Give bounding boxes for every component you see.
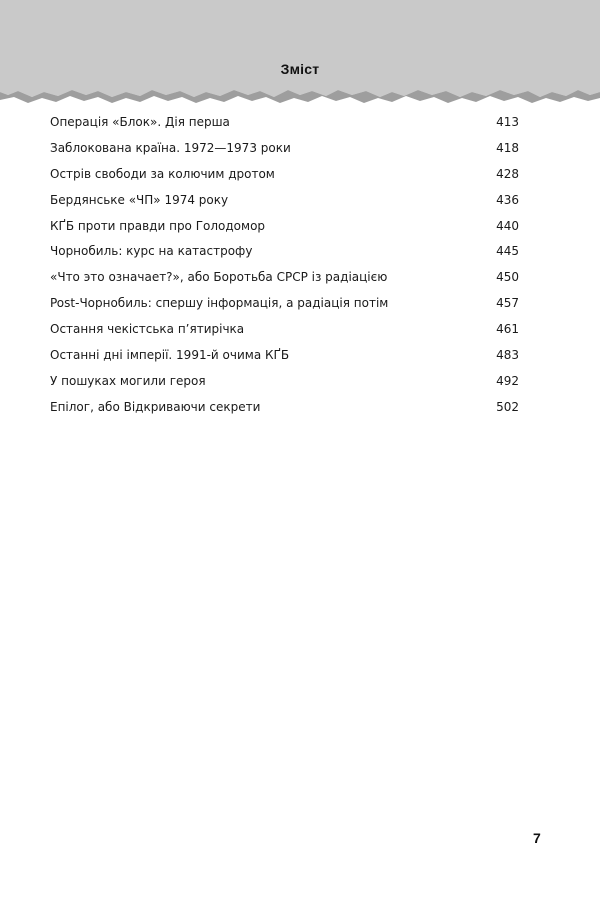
toc-entry-page: 492 [496, 373, 519, 388]
toc-entry-page: 450 [496, 270, 519, 285]
toc-entry[interactable] [50, 291, 519, 317]
toc-entry-title: Останні дні імперії. 1991-й очима КҐБ [50, 348, 290, 363]
toc-entry[interactable] [50, 110, 519, 136]
toc-entry-title: Заблокована країна. 1972—1973 роки [50, 140, 291, 155]
toc-entry-title: КҐБ проти правди про Голодомор [50, 218, 266, 233]
toc-entry-title: Остання чекістська п’ятирічка [50, 322, 245, 337]
toc-entry[interactable] [50, 239, 519, 265]
header-band [0, 0, 600, 110]
toc-entry[interactable] [50, 317, 519, 343]
toc-entry[interactable] [50, 265, 519, 291]
toc-entry-page: 428 [496, 166, 519, 181]
toc-entry[interactable] [50, 343, 519, 369]
toc-entry[interactable] [50, 214, 519, 240]
torn-paper-header-graphic [0, 0, 600, 110]
toc-entry[interactable] [50, 395, 519, 421]
toc-entry-title: Епілог, або Відкриваючи секрети [50, 399, 261, 414]
toc-entry[interactable] [50, 162, 519, 188]
toc-entry-title: Post-Чорнобиль: спершу інформація, а радіація потім [50, 296, 389, 311]
toc-entry-page: 418 [496, 140, 519, 155]
toc-entry-title: Операція «Блок». Дія перша [50, 115, 230, 129]
page-title: Зміст [280, 61, 320, 77]
toc-entry-title: «Что это означает?», або Боротьба СРСР із радіацією [50, 270, 388, 285]
toc-entry-title: Острів свободи за колючим дротом [50, 166, 275, 181]
toc-entry-page: 502 [496, 399, 519, 414]
toc-entry-page: 483 [496, 348, 519, 363]
toc-entry[interactable] [50, 136, 519, 162]
page-number: 7 [533, 830, 541, 846]
toc-entry-page: 457 [496, 296, 519, 311]
table-of-contents [50, 110, 519, 421]
toc-entry-title: Бердянське «ЧП» 1974 року [50, 192, 229, 207]
toc-entry-page: 436 [496, 192, 519, 207]
toc-entry-page: 461 [496, 322, 519, 337]
toc-entry[interactable] [50, 188, 519, 214]
toc-entry-page: 413 [496, 115, 519, 129]
toc-entry-page: 440 [496, 218, 519, 233]
toc-entry-title: У пошуках могили героя [50, 373, 206, 388]
toc-entry[interactable] [50, 369, 519, 395]
toc-entry-page: 445 [496, 244, 519, 259]
toc-entry-title: Чорнобиль: курс на катастрофу [50, 244, 253, 259]
